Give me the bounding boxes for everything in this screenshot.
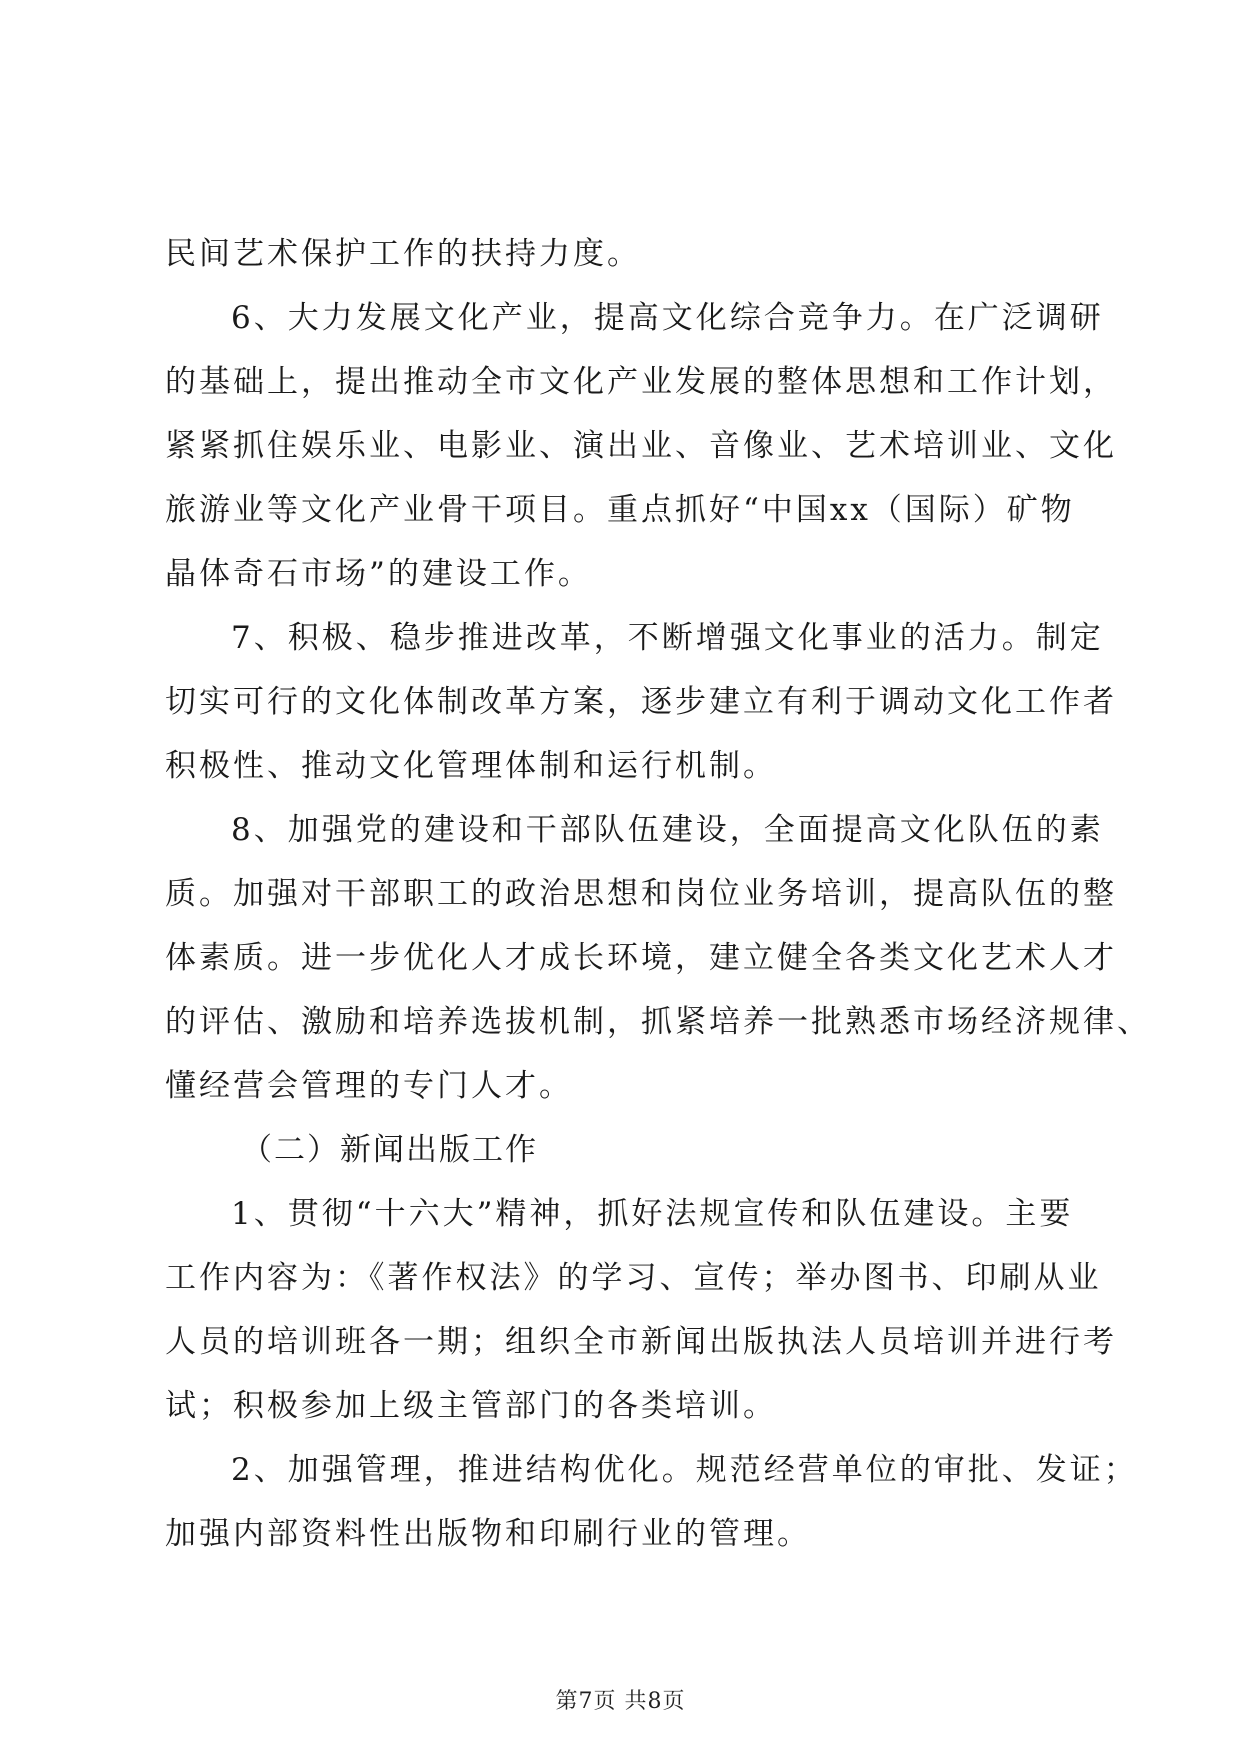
- paragraph-8-start: 8、加强党的建设和干部队伍建设，全面提高文化队伍的素: [231, 812, 1104, 848]
- text-line: 的评估、激励和培养选拔机制，抓紧培养一批熟悉市场经济规律、: [165, 1004, 1151, 1040]
- section-heading: （二）新闻出版工作: [241, 1132, 538, 1168]
- text-line: 质。加强对干部职工的政治思想和岗位业务培训，提高队伍的整: [165, 876, 1117, 912]
- text-line: 工作内容为：《著作权法》的学习、宣传；举办图书、印刷从业: [165, 1260, 1102, 1296]
- paragraph-1-start: 1、贯彻“十六大”精神，抓好法规宣传和队伍建设。主要: [231, 1196, 1074, 1232]
- text-line: 旅游业等文化产业骨干项目。重点抓好“中国xx（国际）矿物: [165, 492, 1075, 528]
- text-line: 体素质。进一步优化人才成长环境，建立健全各类文化艺术人才: [165, 940, 1117, 976]
- text-line: 试；积极参加上级主管部门的各类培训。: [165, 1388, 777, 1424]
- text-line: 晶体奇石市场”的建设工作。: [165, 556, 592, 592]
- text-line: 懂经营会管理的专门人才。: [165, 1068, 573, 1104]
- text-line: 积极性、推动文化管理体制和运行机制。: [165, 748, 777, 784]
- text-line: 民间艺术保护工作的扶持力度。: [165, 236, 641, 272]
- text-line: 人员的培训班各一期；组织全市新闻出版执法人员培训并进行考: [165, 1324, 1117, 1360]
- document-body: [165, 222, 1151, 1566]
- text-line: 的基础上，提出推动全市文化产业发展的整体思想和工作计划，: [165, 364, 1117, 400]
- paragraph-6-start: 6、大力发展文化产业，提高文化综合竞争力。在广泛调研: [231, 300, 1104, 336]
- text-line: 加强内部资料性出版物和印刷行业的管理。: [165, 1516, 811, 1552]
- text-line: 切实可行的文化体制改革方案，逐步建立有利于调动文化工作者: [165, 684, 1117, 720]
- page-number-footer: 第7页 共8页: [555, 1689, 686, 1714]
- paragraph-7-start: 7、积极、稳步推进改革，不断增强文化事业的活力。制定: [231, 620, 1104, 656]
- paragraph-2-start: 2、加强管理，推进结构优化。规范经营单位的审批、发证；: [231, 1452, 1138, 1488]
- text-line: 紧紧抓住娱乐业、电影业、演出业、音像业、艺术培训业、文化: [165, 428, 1117, 464]
